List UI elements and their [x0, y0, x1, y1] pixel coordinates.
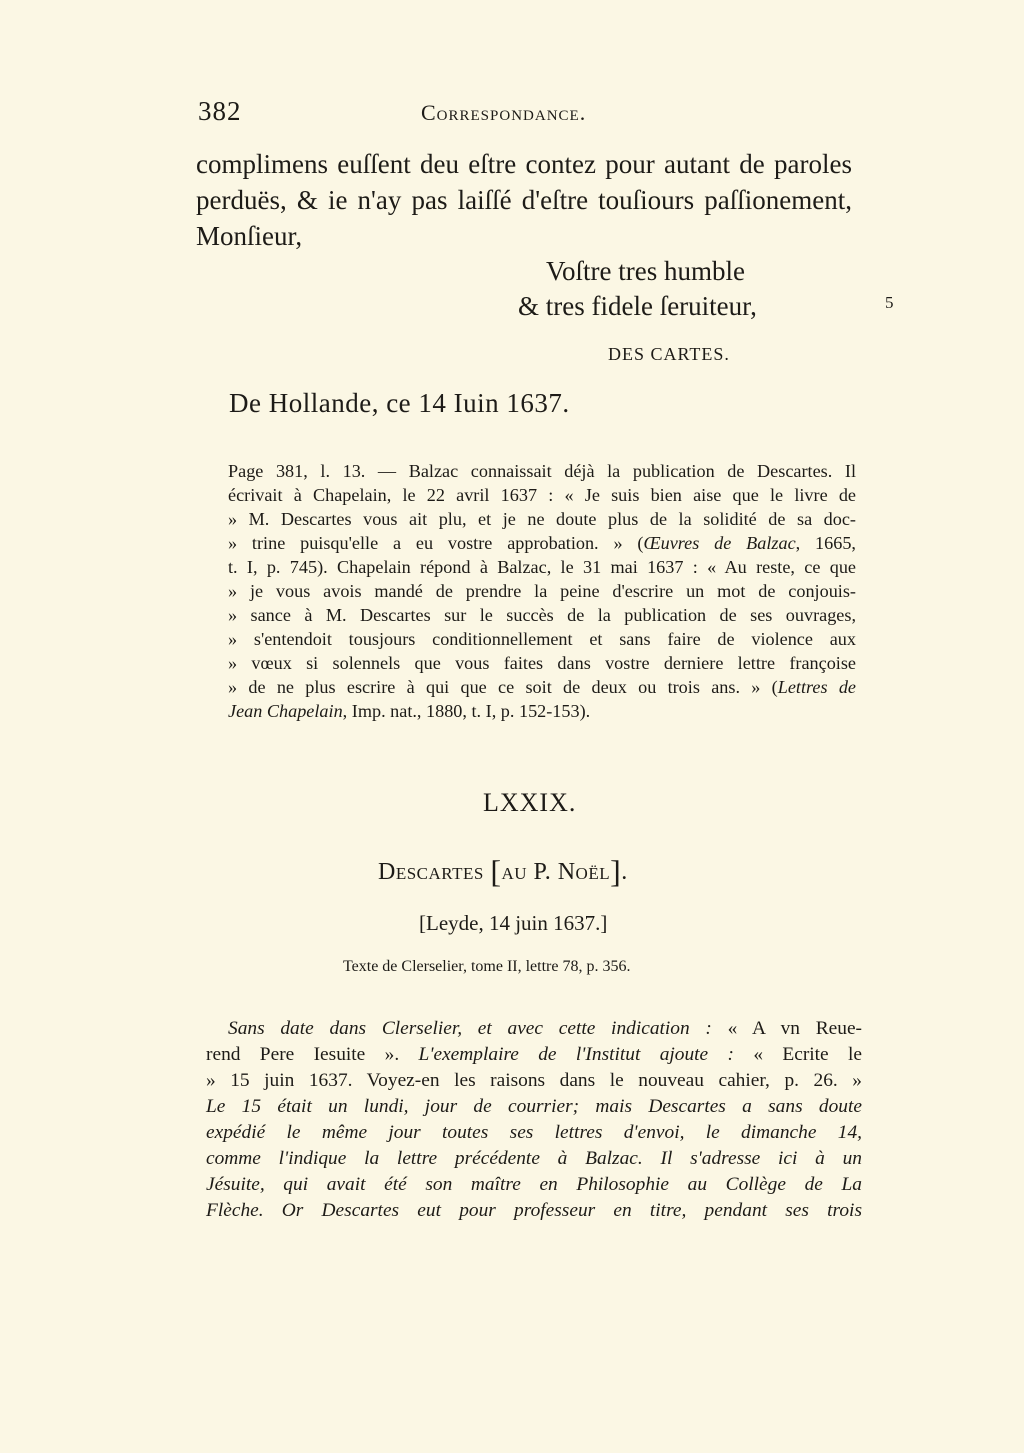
letter-number: LXXIX.: [483, 788, 577, 817]
bracket-close: ]: [610, 853, 622, 889]
note-text: » de ne plus escrire à qui que ce soit de deux ou trois ans. » (: [228, 677, 778, 697]
commentary-italic: comme l'indique la lettre précédente à Balzac. Il s'adresse ici à un: [206, 1148, 862, 1169]
commentary-line: [206, 1120, 862, 1146]
commentary-text: rend Pere Iesuite ».: [206, 1044, 419, 1065]
letter-place-date: [Leyde, 14 juin 1637.]: [419, 911, 608, 935]
commentary-text: « Ecrite le: [733, 1044, 863, 1065]
note-line: t. I, p. 745). Chapelain répond à Balzac, le 31 mai 1637 : « Au reste, ce que: [228, 557, 856, 577]
note-text: » trine puisqu'elle a eu vostre approbation. » (: [228, 533, 644, 553]
note-line: » vœux si solennels que vous faites dans vostre derniere lettre françoise: [228, 653, 856, 673]
editorial-note: [228, 459, 856, 723]
note-line: écrivait à Chapelain, le 22 avril 1637 : « Je suis bien aise que le livre de: [228, 485, 856, 505]
commentary-line: [206, 1172, 862, 1198]
note-line: Page 381, l. 13. — Balzac connaissait déjà la publication de Descartes. Il: [228, 461, 856, 481]
note-citation-title: Lettres de: [777, 677, 856, 697]
margin-line-number: 5: [885, 293, 894, 312]
heading-addressee: au P. Noël: [501, 859, 611, 885]
commentary-italic: Le 15 était un lundi, jour de courrier; mais Descartes a sans doute: [206, 1096, 862, 1117]
signature: DES CARTES.: [608, 344, 730, 364]
running-head: [198, 96, 848, 136]
running-title: Correspondance.: [421, 100, 587, 125]
note-line: » je vous avois mandé de prendre la peine d'escrire un mot de conjouis-: [228, 581, 856, 601]
commentary-italic: Sans date dans Clerselier, et avec cette indication :: [228, 1018, 712, 1039]
note-line: [228, 531, 856, 555]
commentary-italic: expédié le même jour toutes ses lettres d'envoi, le dimanche 14,: [206, 1122, 862, 1143]
heading-author: Descartes: [378, 859, 484, 885]
commentary-line: [206, 1198, 862, 1224]
note-text: , Imp. nat., 1880, t. I, p. 152-153).: [342, 701, 591, 721]
letter-heading: Descartes [au P. Noël].: [378, 853, 628, 889]
commentary-italic: Jésuite, qui avait été son maître en Philosophie au Collège de La: [206, 1174, 862, 1195]
note-line: » sance à M. Descartes sur le succès de la publication de ses ouvrages,: [228, 605, 856, 625]
note-line: [228, 699, 856, 723]
closing-line-2: & tres fidele ſeruiteur,: [518, 291, 757, 321]
note-citation-title: Œuvres de Balzac: [643, 533, 796, 553]
bracket-open: [: [490, 853, 502, 889]
commentary-italic: Flèche. Or Descartes eut pour professeur en titre, pendant ses trois: [206, 1200, 862, 1221]
note-line: [228, 675, 856, 699]
page-number: 382: [198, 96, 242, 126]
note-line: » M. Descartes vous ait plu, et je ne doute plus de la solidité de sa doc-: [228, 509, 856, 529]
note-citation-title: Jean Chapelain: [228, 701, 343, 721]
note-line: » s'entendoit tousjours conditionnellement et sans faire de violence aux: [228, 629, 856, 649]
commentary-line: [206, 1146, 862, 1172]
letter-body-text: complimens euſſent deu eſtre contez pour autant de paroles perduës, & ie n'ay pas laiſſé d'eſtre touſiours paſſionement, Monſieur,: [196, 149, 852, 251]
commentary-line: » 15 juin 1637. Voyez-en les raisons dans le nouveau cahier, p. 26. »: [206, 1070, 862, 1091]
commentary-italic: L'exemplaire de l'Institut ajoute :: [418, 1044, 734, 1065]
commentary-line: [206, 1042, 862, 1068]
commentary-line: [206, 1094, 862, 1120]
editorial-commentary: [206, 1016, 862, 1224]
letter-dateline: De Hollande, ce 14 Iuin 1637.: [229, 388, 570, 418]
commentary-text: « A vn Reue-: [711, 1018, 863, 1039]
note-text: , 1665,: [795, 533, 856, 553]
commentary-line: [206, 1016, 862, 1042]
letter-source: Texte de Clerselier, tome II, lettre 78, p. 356.: [343, 958, 631, 975]
closing-line-1: Voſtre tres humble: [546, 256, 745, 286]
